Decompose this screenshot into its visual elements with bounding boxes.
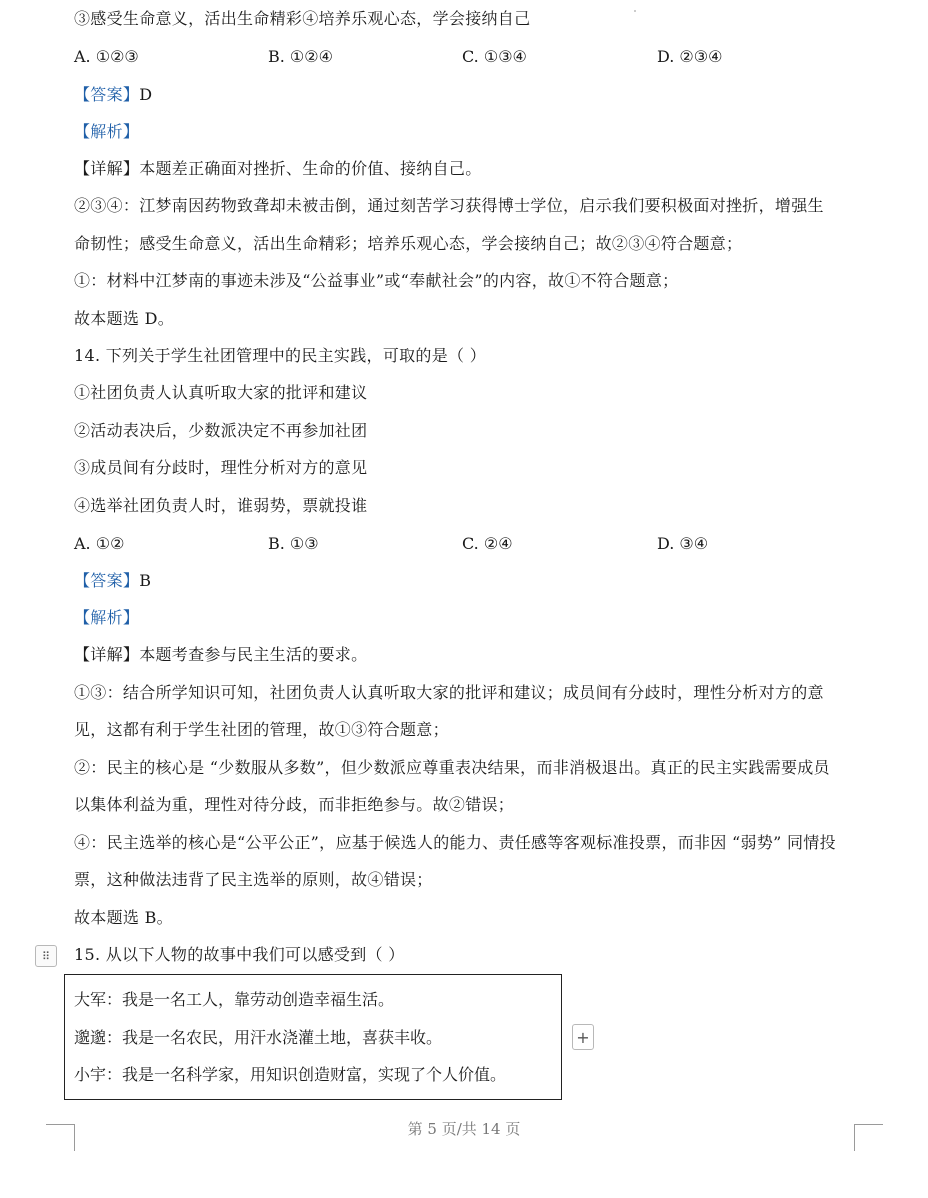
q15-material-line: 小宇：我是一名科学家，用知识创造财富，实现了个人价值。 xyxy=(74,1065,507,1084)
q14-conclusion: 故本题选 B。 xyxy=(74,908,173,927)
q15-material-line: 邈邈：我是一名农民，用汗水浇灌土地，喜获丰收。 xyxy=(74,1028,443,1047)
q14-stem: 14. 下列关于学生社团管理中的民主实践，可取的是（ ） xyxy=(74,346,487,365)
q13-option-a: A. ①②③ xyxy=(74,47,139,66)
drag-handle-icon: ⠿ xyxy=(41,949,51,963)
detail-text: 本题考查参与民主生活的要求。 xyxy=(139,645,368,664)
q14-option-b: B. ①③ xyxy=(268,534,319,553)
q13-option-d: D. ②③④ xyxy=(657,47,723,66)
page-footer: 第 5 页/共 14 页 xyxy=(407,1120,521,1138)
q13-explanation-line: 命韧性；感受生命意义，活出生命精彩；培养乐观心态，学会接纳自己；故②③④符合题意； xyxy=(74,234,743,253)
q14-explanation-line: 票，这种做法违背了民主选举的原则，故④错误； xyxy=(74,870,433,889)
q14-explanation-line: 以集体利益为重，理性对待分歧，而非拒绝参与。故②错误； xyxy=(74,795,515,814)
q14-explanation-line: 见，这都有利于学生社团的管理，故①③符合题意； xyxy=(74,720,449,739)
q14-item: ②活动表决后，少数派决定不再参加社团 xyxy=(74,421,368,440)
analysis-tag: 【解析】 xyxy=(74,122,140,141)
q13-conclusion: 故本题选 D。 xyxy=(74,309,175,328)
q14-option-d: D. ③④ xyxy=(657,534,709,553)
analysis-tag: 【解析】 xyxy=(74,608,140,627)
q15-material-line: 大军：我是一名工人，靠劳动创造幸福生活。 xyxy=(74,990,395,1009)
detail-tag: 【详解】 xyxy=(74,645,140,664)
answer-tag: 【答案】 xyxy=(74,85,140,104)
q13-explanation-line: ②③④：江梦南因药物致聋却未被击倒，通过刻苦学习获得博士学位，启示我们要积极面对挫折，增强生 xyxy=(74,196,824,215)
q14-explanation-line: ④：民主选举的核心是“公平公正”，应基于候选人的能力、责任感等客观标准投票，而非因 “弱势” 同情投 xyxy=(74,833,836,852)
q14-explanation-line: ①③：结合所学知识可知，社团负责人认真听取大家的批评和建议；成员间有分歧时，理性分析对方的意 xyxy=(74,683,824,702)
answer-value: B xyxy=(139,571,152,590)
q13-explanation-line: ①：材料中江梦南的事迹未涉及“公益事业”或“奉献社会”的内容，故①不符合题意； xyxy=(74,271,679,290)
q14-item: ③成员间有分歧时，理性分析对方的意见 xyxy=(74,458,368,477)
q14-option-a: A. ①② xyxy=(74,534,125,553)
q13-item-3: ③感受生命意义，活出生命精彩④培养乐观心态，学会接纳自己 xyxy=(74,9,531,28)
q13-detail xyxy=(74,158,482,180)
table-move-handle[interactable] xyxy=(35,945,57,967)
q14-option-c: C. ②④ xyxy=(462,534,513,553)
answer-tag: 【答案】 xyxy=(74,571,140,590)
q14-answer xyxy=(74,570,151,592)
add-column-button[interactable] xyxy=(572,1024,594,1050)
q13-analysis xyxy=(74,121,139,143)
q15-stem: 15. 从以下人物的故事中我们可以感受到（ ） xyxy=(74,945,405,964)
q14-item: ④选举社团负责人时，谁弱势，票就投谁 xyxy=(74,496,368,515)
detail-text: 本题差正确面对挫折、生命的价值、接纳自己。 xyxy=(139,159,482,178)
plus-icon: + xyxy=(576,1027,590,1047)
q14-analysis xyxy=(74,607,139,629)
q14-explanation-line: ②：民主的核心是 “少数服从多数”，但少数派应尊重表决结果，而非消极退出。真正的民主实践需要成员 xyxy=(74,758,830,777)
q13-option-c: C. ①③④ xyxy=(462,47,527,66)
q15-material-box xyxy=(64,974,562,1100)
q14-detail xyxy=(74,644,367,666)
q13-option-b: B. ①②④ xyxy=(268,47,333,66)
scan-dot xyxy=(634,10,636,12)
answer-value: D xyxy=(139,85,153,104)
detail-tag: 【详解】 xyxy=(74,159,140,178)
q14-item: ①社团负责人认真听取大家的批评和建议 xyxy=(74,383,368,402)
q13-answer xyxy=(74,84,152,106)
